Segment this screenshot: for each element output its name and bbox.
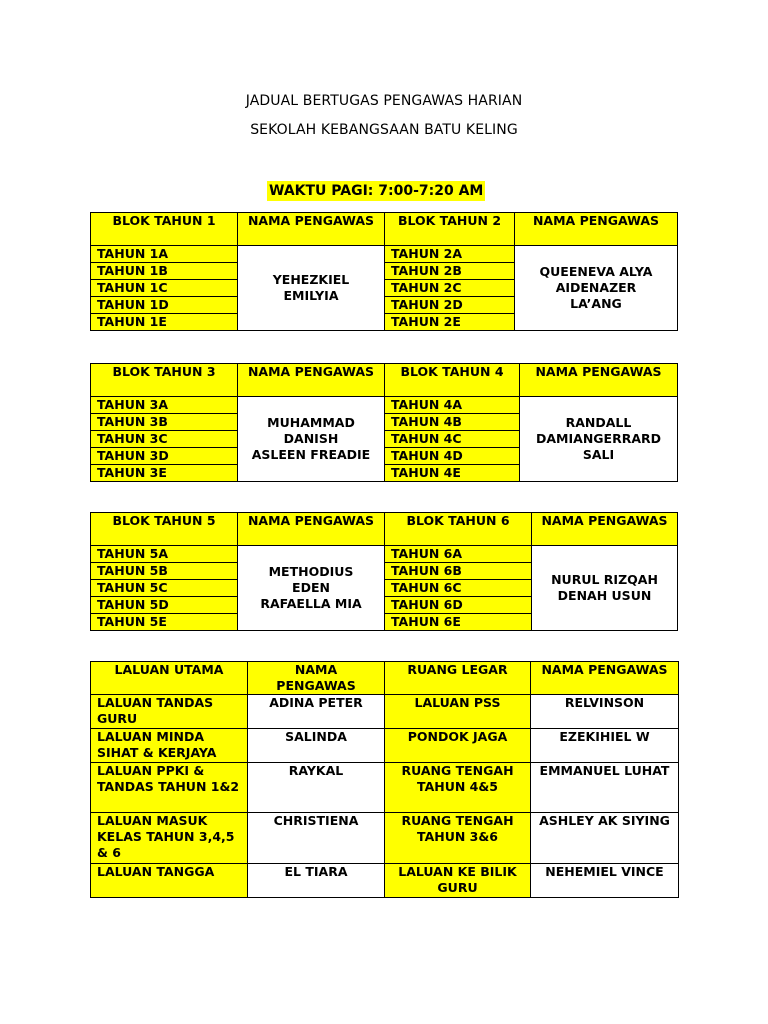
prefect-name: DANISH	[283, 431, 339, 446]
area-prefect: NEHEMIEL VINCE	[531, 864, 679, 898]
class-cell: TAHUN 4C	[385, 431, 520, 448]
block-table	[90, 512, 678, 631]
class-cell: TAHUN 2B	[385, 263, 515, 280]
prefect-names-right	[520, 397, 678, 482]
document-title: JADUAL BERTUGAS PENGAWAS HARIAN	[245, 93, 523, 109]
block-header-right: BLOK TAHUN 4	[385, 364, 520, 397]
prefect-name: NURUL RIZQAH	[551, 572, 658, 587]
area-cell: LALUAN KE BILIK GURU	[385, 864, 531, 898]
route-prefect: CHRISTIENA	[248, 813, 385, 864]
route-prefect: ADINA PETER	[248, 695, 385, 729]
block-table	[90, 363, 678, 482]
time-label: WAKTU PAGI: 7:00-7:20 AM	[269, 183, 484, 199]
prefect-name: ASLEEN FREADIE	[251, 447, 371, 462]
block-header-right: BLOK TAHUN 2	[385, 213, 515, 246]
class-cell: TAHUN 5D	[91, 597, 238, 614]
prefect-name: LA’ANG	[570, 296, 622, 311]
class-cell: TAHUN 6E	[385, 614, 532, 631]
route-cell: LALUAN TANDAS GURU	[91, 695, 248, 729]
area-cell: RUANG TENGAH TAHUN 3&6	[385, 813, 531, 864]
prefect-name: RANDALL	[565, 415, 632, 430]
prefect-names-left	[238, 246, 385, 331]
area-prefect: ASHLEY AK SIYING	[531, 813, 679, 864]
class-cell: TAHUN 2C	[385, 280, 515, 297]
class-cell: TAHUN 4E	[385, 465, 520, 482]
school-name: SEKOLAH KEBANGSAAN BATU KELING	[250, 122, 518, 138]
prefect-name: METHODIUS	[268, 564, 354, 579]
prefect-name: YEHEZKIEL	[272, 272, 350, 287]
route-prefect: EL TIARA	[248, 864, 385, 898]
prefect-name: DAMIANGERRARD	[536, 431, 661, 446]
prefect-name: AIDENAZER	[555, 280, 637, 295]
block-header-left: BLOK TAHUN 1	[91, 213, 238, 246]
route-prefect: SALINDA	[248, 729, 385, 763]
routes-header-area-name: NAMA PENGAWAS	[531, 662, 679, 695]
class-cell: TAHUN 3C	[91, 431, 238, 448]
prefect-name: RAFAELLA MIA	[260, 596, 362, 611]
class-cell: TAHUN 5E	[91, 614, 238, 631]
area-prefect: RELVINSON	[531, 695, 679, 729]
class-cell: TAHUN 1B	[91, 263, 238, 280]
class-cell: TAHUN 3E	[91, 465, 238, 482]
area-cell: PONDOK JAGA	[385, 729, 531, 763]
class-cell: TAHUN 4D	[385, 448, 520, 465]
block-header-left-name: NAMA PENGAWAS	[238, 364, 385, 397]
class-cell: TAHUN 6D	[385, 597, 532, 614]
class-cell: TAHUN 6A	[385, 546, 532, 563]
prefect-name: MUHAMMAD	[267, 415, 355, 430]
route-cell: LALUAN MASUK KELAS TAHUN 3,4,5 & 6	[91, 813, 248, 864]
prefect-name: DENAH USUN	[557, 588, 652, 603]
class-cell: TAHUN 4B	[385, 414, 520, 431]
routes-header-area: RUANG LEGAR	[385, 662, 531, 695]
prefect-name: QUEENEVA ALYA	[539, 264, 653, 279]
class-cell: TAHUN 1D	[91, 297, 238, 314]
class-cell: TAHUN 2A	[385, 246, 515, 263]
prefect-name: EDEN	[292, 580, 330, 595]
area-prefect: EZEKIHIEL W	[531, 729, 679, 763]
block-header-left: BLOK TAHUN 5	[91, 513, 238, 546]
prefect-name: EMILYIA	[283, 288, 339, 303]
routes-header-name: NAMA PENGAWAS	[248, 662, 385, 695]
class-cell: TAHUN 1E	[91, 314, 238, 331]
class-cell: TAHUN 3B	[91, 414, 238, 431]
class-cell: TAHUN 5B	[91, 563, 238, 580]
block-header-right-name: NAMA PENGAWAS	[520, 364, 678, 397]
class-cell: TAHUN 5A	[91, 546, 238, 563]
area-prefect: EMMANUEL LUHAT	[531, 763, 679, 813]
class-cell: TAHUN 5C	[91, 580, 238, 597]
prefect-name: SALI	[582, 447, 615, 462]
route-prefect: RAYKAL	[248, 763, 385, 813]
prefect-names-left	[238, 546, 385, 631]
route-cell: LALUAN PPKI & TANDAS TAHUN 1&2	[91, 763, 248, 813]
class-cell: TAHUN 2E	[385, 314, 515, 331]
routes-header-route: LALUAN UTAMA	[91, 662, 248, 695]
block-header-left-name: NAMA PENGAWAS	[238, 513, 385, 546]
prefect-names-right	[532, 546, 678, 631]
class-cell: TAHUN 6B	[385, 563, 532, 580]
class-cell: TAHUN 1C	[91, 280, 238, 297]
class-cell: TAHUN 3D	[91, 448, 238, 465]
block-header-left: BLOK TAHUN 3	[91, 364, 238, 397]
area-cell: LALUAN PSS	[385, 695, 531, 729]
area-cell: RUANG TENGAH TAHUN 4&5	[385, 763, 531, 813]
prefect-names-left	[238, 397, 385, 482]
block-header-right: BLOK TAHUN 6	[385, 513, 532, 546]
class-cell: TAHUN 2D	[385, 297, 515, 314]
block-header-left-name: NAMA PENGAWAS	[238, 213, 385, 246]
block-header-right-name: NAMA PENGAWAS	[515, 213, 678, 246]
block-table	[90, 212, 678, 331]
class-cell: TAHUN 6C	[385, 580, 532, 597]
routes-table	[90, 661, 679, 898]
prefect-names-right	[515, 246, 678, 331]
route-cell: LALUAN MINDA SIHAT & KERJAYA	[91, 729, 248, 763]
block-header-right-name: NAMA PENGAWAS	[532, 513, 678, 546]
route-cell: LALUAN TANGGA	[91, 864, 248, 898]
class-cell: TAHUN 4A	[385, 397, 520, 414]
class-cell: TAHUN 1A	[91, 246, 238, 263]
class-cell: TAHUN 3A	[91, 397, 238, 414]
